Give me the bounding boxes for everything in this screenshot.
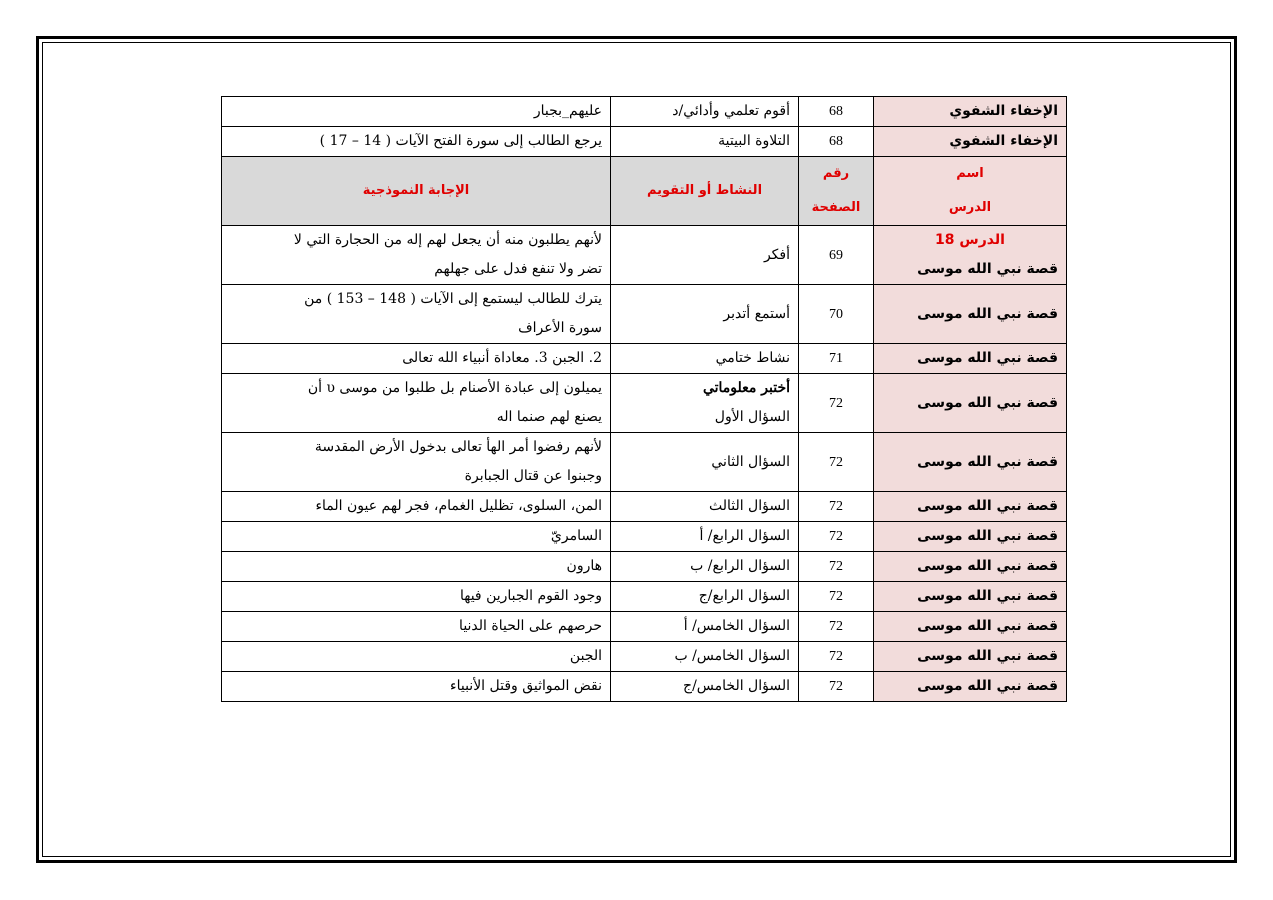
table-header-row bbox=[222, 157, 1067, 226]
page-cell: 72 bbox=[799, 522, 874, 552]
answer-cell: عليهم_بجبار bbox=[222, 97, 611, 127]
activity-cell: السؤال الثاني bbox=[611, 433, 799, 492]
answer-cell: 2. الجبن 3. معاداة أنبياء الله تعالى bbox=[222, 344, 611, 374]
activity-cell: التلاوة البيتية bbox=[611, 127, 799, 157]
answer-cell bbox=[222, 374, 611, 433]
page-cell: 71 bbox=[799, 344, 874, 374]
lesson-number-title: الدرس 18 bbox=[935, 232, 1005, 248]
activity-cell: السؤال الثالث bbox=[611, 492, 799, 522]
answer-cell bbox=[222, 285, 611, 344]
activity-cell: السؤال الرابع/ج bbox=[611, 582, 799, 612]
answer-cell: وجود القوم الجبارين فيها bbox=[222, 582, 611, 612]
answers-table bbox=[221, 96, 1067, 702]
page-cell: 69 bbox=[799, 226, 874, 285]
lesson-cell: قصة نبي الله موسى bbox=[874, 344, 1067, 374]
page-cell: 72 bbox=[799, 374, 874, 433]
table-row bbox=[222, 642, 1067, 672]
answer-cell: حرصهم على الحياة الدنيا bbox=[222, 612, 611, 642]
answer-line: سورة الأعراف bbox=[518, 320, 602, 336]
lesson-subtitle: قصة نبي الله موسى bbox=[917, 261, 1058, 277]
lesson-cell: قصة نبي الله موسى bbox=[874, 285, 1067, 344]
answer-cell: الجبن bbox=[222, 642, 611, 672]
page-cell: 72 bbox=[799, 492, 874, 522]
page-cell: 72 bbox=[799, 642, 874, 672]
activity-line: السؤال الأول bbox=[714, 409, 790, 425]
table-row bbox=[222, 344, 1067, 374]
lesson-cell: الإخفاء الشفوي bbox=[874, 97, 1067, 127]
answer-line: وجبنوا عن قتال الجبابرة bbox=[464, 468, 602, 484]
activity-cell: نشاط ختامي bbox=[611, 344, 799, 374]
activity-cell bbox=[611, 374, 799, 433]
activity-cell: أقوم تعلمي وأدائي/د bbox=[611, 97, 799, 127]
lesson-cell: قصة نبي الله موسى bbox=[874, 374, 1067, 433]
page-cell: 72 bbox=[799, 672, 874, 702]
answer-cell bbox=[222, 226, 611, 285]
table-row bbox=[222, 582, 1067, 612]
answer-line: تضر ولا تنفع فدل على جهلهم bbox=[434, 261, 602, 277]
answer-cell: يرجع الطالب إلى سورة الفتح الآيات ( 14 – 17 ) bbox=[222, 127, 611, 157]
activity-cell: السؤال الخامس/ ب bbox=[611, 642, 799, 672]
table-row bbox=[222, 492, 1067, 522]
header-activity: النشاط أو التقويم bbox=[611, 157, 799, 226]
table-row bbox=[222, 285, 1067, 344]
lesson-cell: قصة نبي الله موسى bbox=[874, 672, 1067, 702]
answer-line: يميلون إلى عبادة الأصنام بل طلبوا من موسى υ أن bbox=[307, 380, 602, 396]
page-cell: 70 bbox=[799, 285, 874, 344]
answer-line: لأنهم رفضوا أمر الهأ تعالى بدخول الأرض المقدسة bbox=[314, 439, 602, 455]
lesson-cell: قصة نبي الله موسى bbox=[874, 522, 1067, 552]
table-row bbox=[222, 672, 1067, 702]
header-answer: الإجابة النموذجية bbox=[222, 157, 611, 226]
activity-heading: أختبر معلوماتي bbox=[702, 380, 790, 396]
activity-cell: السؤال الرابع/ أ bbox=[611, 522, 799, 552]
activity-cell: السؤال الخامس/ أ bbox=[611, 612, 799, 642]
table-row bbox=[222, 433, 1067, 492]
page-cell: 68 bbox=[799, 127, 874, 157]
page-cell: 72 bbox=[799, 612, 874, 642]
lesson-cell: قصة نبي الله موسى bbox=[874, 492, 1067, 522]
header-page-line1: رقم bbox=[822, 166, 850, 181]
answer-cell: هارون bbox=[222, 552, 611, 582]
table-row bbox=[222, 552, 1067, 582]
table-row bbox=[222, 97, 1067, 127]
lesson-cell: الإخفاء الشفوي bbox=[874, 127, 1067, 157]
table-row bbox=[222, 127, 1067, 157]
lesson-cell: قصة نبي الله موسى bbox=[874, 612, 1067, 642]
lesson-cell: قصة نبي الله موسى bbox=[874, 552, 1067, 582]
answer-cell: المن، السلوى، تظليل الغمام، فجر لهم عيون الماء bbox=[222, 492, 611, 522]
answer-line: يترك للطالب ليستمع إلى الآيات ( 148 – 153 ) من bbox=[304, 291, 602, 307]
answer-line: يصنع لهم صنما اله bbox=[496, 409, 602, 425]
answer-cell: السامريّ bbox=[222, 522, 611, 552]
answer-line: لأنهم يطلبون منه أن يجعل لهم إله من الحجارة التي لا bbox=[293, 232, 602, 248]
table-row bbox=[222, 612, 1067, 642]
table-row bbox=[222, 374, 1067, 433]
activity-cell: السؤال الخامس/ج bbox=[611, 672, 799, 702]
lesson-cell bbox=[874, 226, 1067, 285]
page-cell: 72 bbox=[799, 433, 874, 492]
header-lesson-line1: اسم bbox=[956, 166, 984, 181]
activity-cell: أستمع أتدبر bbox=[611, 285, 799, 344]
activity-cell: السؤال الرابع/ ب bbox=[611, 552, 799, 582]
lesson-cell: قصة نبي الله موسى bbox=[874, 642, 1067, 672]
activity-cell: أفكر bbox=[611, 226, 799, 285]
page-cell: 72 bbox=[799, 582, 874, 612]
header-page-line2: الصفحة bbox=[811, 200, 861, 215]
table-row bbox=[222, 522, 1067, 552]
page-cell: 68 bbox=[799, 97, 874, 127]
table-row bbox=[222, 226, 1067, 285]
answer-cell: نقض المواثيق وقتل الأنبياء bbox=[222, 672, 611, 702]
lesson-cell: قصة نبي الله موسى bbox=[874, 582, 1067, 612]
header-lesson-name bbox=[874, 157, 1067, 226]
header-page-number bbox=[799, 157, 874, 226]
answer-cell bbox=[222, 433, 611, 492]
lesson-cell: قصة نبي الله موسى bbox=[874, 433, 1067, 492]
header-lesson-line2: الدرس bbox=[948, 200, 992, 215]
page-cell: 72 bbox=[799, 552, 874, 582]
